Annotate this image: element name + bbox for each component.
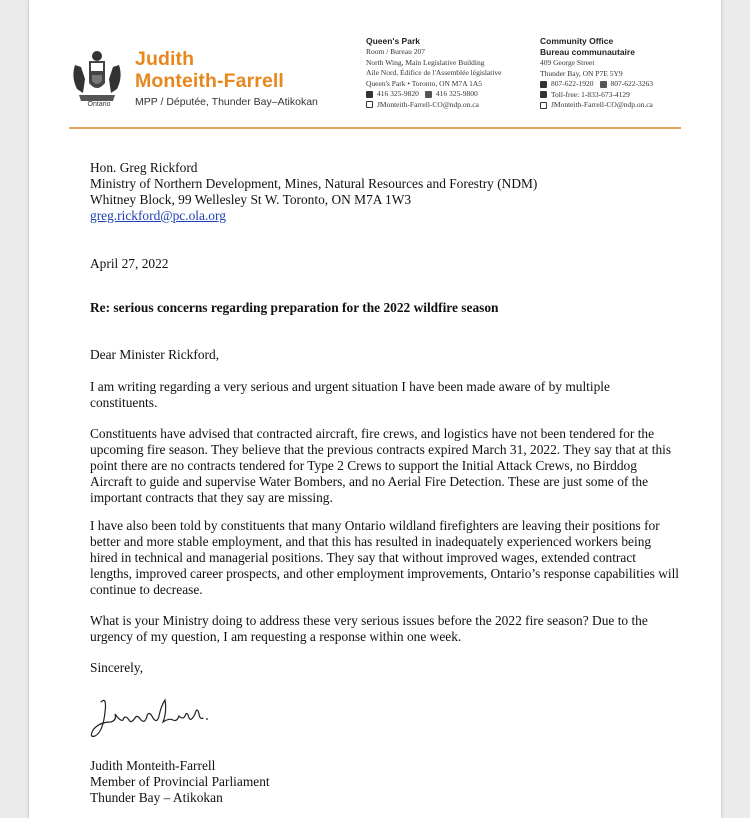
body-paragraph: I am writing regarding a very serious and urgent situation I have been made aware of by multiple constituents.: [90, 379, 610, 410]
queens-park-line: Room / Bureau 207: [366, 47, 425, 56]
queens-park-email-row: [366, 100, 536, 111]
fax-icon: [425, 91, 432, 98]
community-office-subheading: Bureau communautaire: [540, 47, 635, 57]
letter-page: [29, 0, 721, 818]
community-office-tollfree-row: [540, 90, 700, 101]
community-office-line: 409 George Street: [540, 58, 595, 67]
recipient-name: Hon. Greg Rickford: [90, 160, 198, 175]
fax-icon: [600, 81, 607, 88]
email-icon: [366, 101, 373, 108]
email-icon: [540, 102, 547, 109]
mpp-name-line2: Monteith-Farrell: [135, 70, 284, 92]
recipient-ministry: Ministry of Northern Development, Mines, Natural Resources and Forestry (NDM): [90, 175, 538, 191]
queens-park-line: North Wing, Main Legislative Building: [366, 57, 485, 67]
community-office-tollfree: Toll-free: 1-833-673-4129: [551, 89, 630, 99]
community-office-heading: Community Office: [540, 36, 614, 46]
signature-block: [90, 758, 680, 806]
community-office-fax: 807-622-3263: [610, 79, 653, 88]
community-office-email-row: [540, 100, 700, 111]
letter-date: April 27, 2022: [90, 256, 169, 271]
community-office-line: Thunder Bay, ON P7E 5Y9: [540, 68, 623, 78]
community-office-phones: [540, 79, 700, 90]
queens-park-fax: 416 325-9800: [435, 89, 478, 98]
phone-icon: [540, 81, 547, 88]
subject-line: Re: serious concerns regarding preparation for the 2022 wildfire season: [90, 300, 499, 315]
mpp-name: [135, 48, 284, 92]
crest-caption: Ontario: [87, 101, 111, 108]
queens-park-heading: Queen's Park: [366, 36, 420, 46]
phone-icon: [366, 91, 373, 98]
handwritten-signature: [87, 692, 217, 744]
salutation: Dear Minister Rickford,: [90, 347, 220, 362]
phone-icon: [540, 91, 547, 98]
mpp-name-line1: Judith: [135, 48, 195, 70]
body-paragraph: I have also been told by constituents that many Ontario wildland firefighters are leaving their positions for better and more stable employment, and that this has resulted in inadequately experienced workers being hired in technical and managerial positions. They say that without improved wages, extended contract lengths, improved career prospects, and other employment improvements, Ontario’s response capabilities will continue to decrease.: [90, 518, 680, 597]
body-paragraph: Constituents have advised that contracted aircraft, fire crews, and logistics have not been tendered for the upcoming fire season. They believe that the previous contracts expired March 31, 2022. They say that at this point there are no contracts tendered for Type 2 Crews to support the Initial Attack Crews, no Birddog Aircraft to guide and supervise Water Bombers, and no Aerial Fire Detection. These are just some of the important contracts that they say are missing.: [90, 426, 672, 505]
community-office-phone: 807-622-1920: [551, 79, 594, 88]
queens-park-line: Queen's Park • Toronto, ON M7A 1A5: [366, 78, 483, 88]
recipient-street: Whitney Block, 99 Wellesley St W. Toronto, ON M7A 1W3: [90, 191, 412, 207]
recipient-address: [90, 160, 680, 224]
closing: Sincerely,: [90, 660, 144, 675]
queens-park-office: [366, 36, 536, 110]
letterhead-divider: [69, 127, 681, 129]
signer-name: Judith Monteith-Farrell: [90, 758, 216, 773]
queens-park-line: Aile Nord, Édifice de l'Assemblée législative: [366, 68, 502, 77]
community-office-email: JMonteith-Farrell-CO@ndp.on.ca: [551, 100, 653, 109]
signer-riding: Thunder Bay – Atikokan: [90, 789, 223, 805]
recipient-email-link[interactable]: greg.rickford@pc.ola.org: [90, 207, 226, 223]
ontario-crest-logo: [69, 49, 125, 107]
mpp-title: MPP / Députée, Thunder Bay–Atikokan: [135, 96, 318, 108]
body-paragraph: What is your Ministry doing to address these very serious issues before the 2022 fire season? Due to the urgency of my question, I am requesting a response within one week.: [90, 613, 648, 644]
queens-park-phone: 416 325-9820: [377, 89, 419, 98]
queens-park-phones: [366, 89, 536, 100]
community-office: [540, 36, 700, 111]
signer-role: Member of Provincial Parliament: [90, 773, 270, 789]
queens-park-email: JMonteith-Farrell-CO@ndp.on.ca: [377, 99, 479, 109]
